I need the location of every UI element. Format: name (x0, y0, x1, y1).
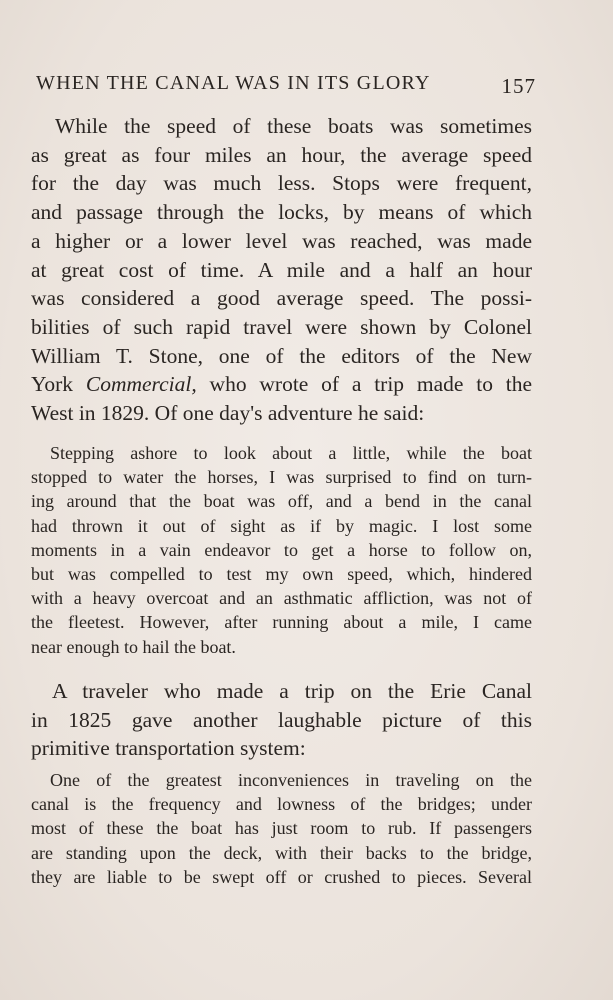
text-line: was considered a good average speed. The possi- (31, 286, 532, 311)
text-line: primitive transportation system: (31, 736, 306, 761)
text-line-with-italic-title (31, 370, 532, 399)
text-line: William T. Stone, one of the editors of the New (31, 343, 532, 368)
quote-line: moments in a vain endeavor to get a horse to follow on, (31, 539, 532, 560)
block-quote-stone (31, 441, 532, 659)
quote-line: canal is the frequency and lowness of the bridges; under (31, 794, 532, 815)
text-fragment: who wrote of a trip made to the (209, 372, 533, 397)
quote-line: the fleetest. However, after running about a mile, I came (31, 612, 532, 633)
quote-line: most of these the boat has just room to rub. If passengers (31, 818, 532, 839)
quote-line: ing around that the boat was off, and a bend in the canal (31, 491, 532, 512)
text-line: and passage through the locks, by means of which (31, 200, 532, 225)
quote-line: they are liable to be swept off or crushed to pieces. Several (31, 866, 532, 887)
quote-line: but was compelled to test my own speed, which, hindered (31, 564, 532, 585)
block-quote-bridges (31, 768, 532, 889)
text-fragment: York (31, 372, 74, 397)
quote-line: are standing upon the deck, with their backs to the bridge, (31, 842, 532, 863)
running-title: WHEN THE CANAL WAS IN ITS GLORY (36, 72, 431, 94)
text-line: at great cost of time. A mile and a half an hour (31, 257, 532, 282)
quote-line: One of the greatest inconveniences in traveling on the (50, 770, 532, 790)
text-line: While the speed of these boats was sometimes (55, 114, 532, 138)
quote-line: stopped to water the horses, I was surprised to find on turn- (31, 467, 532, 488)
quote-line: with a heavy overcoat and an asthmatic affliction, was not of (31, 588, 532, 609)
text-line: West in 1829. Of one day's adventure he said: (31, 401, 425, 426)
text-line: for the day was much less. Stops were frequent, (31, 171, 532, 196)
quote-line: Stepping ashore to look about a little, while the boat (50, 443, 532, 463)
text-line: bilities of such rapid travel were shown by Colonel (31, 314, 532, 339)
page-number: 157 (501, 74, 536, 98)
text-line: as great as four miles an hour, the average speed (31, 142, 532, 167)
running-head (36, 72, 536, 102)
paragraph-speed-of-boats (31, 112, 532, 428)
quote-line: had thrown it out of sight as if by magic. I lost some (31, 515, 532, 536)
italic-title: Commercial, (85, 372, 197, 397)
text-line: in 1825 gave another laughable picture of this (31, 707, 532, 732)
quote-line: near enough to hail the boat. (31, 636, 236, 657)
text-line: A traveler who made a trip on the Erie Canal (52, 679, 532, 703)
paragraph-erie-traveler (31, 677, 532, 763)
text-line: a higher or a lower level was reached, was made (31, 228, 532, 253)
